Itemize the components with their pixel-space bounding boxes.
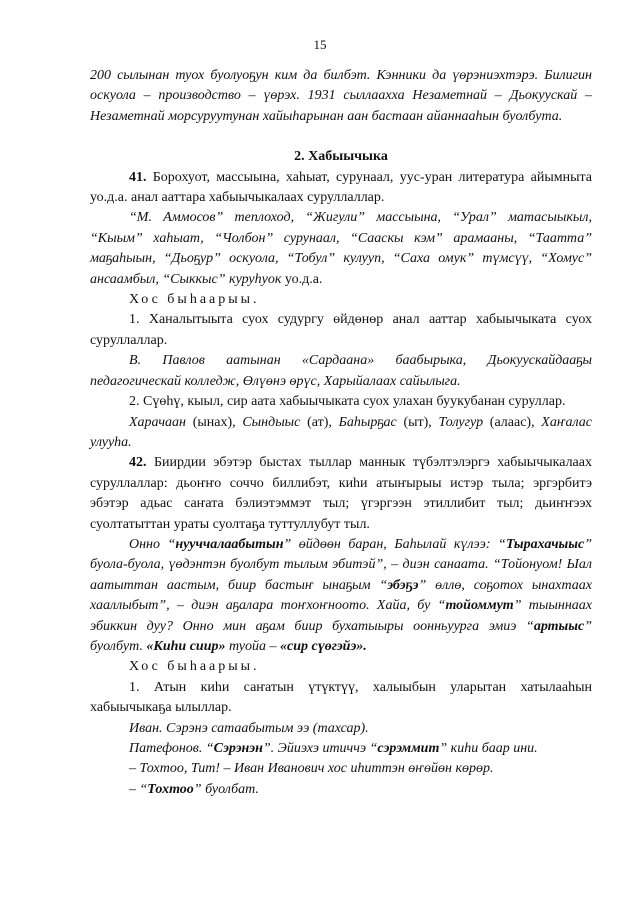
rule-42-example: [90, 535, 592, 657]
ex42-bold-5: артыыс: [533, 618, 585, 634]
line2-e: ” киһи баар ини.: [439, 741, 538, 756]
rule-41-examples: [90, 208, 592, 290]
notes-label-2: Хос быһаарыы.: [129, 659, 260, 675]
line4-bold: Тохтоо: [147, 781, 194, 797]
note-1-example: В. Павлов аатынан «Сардаана» баабырыка, Дьокуускайдааҕы педагогическай колледж, Өлүөнэ өрүс, Харыйалаах сайылыга.: [90, 353, 592, 389]
ex42-part-4: ” өллө, соҕотох ынахтаах хааллыбыт”, – диэн аҕалара тоҥхоҥноото. Хайа, бу “: [90, 577, 592, 614]
rule-41-text: Борохуот, массыына, хаһыат, сурунаал, уус-уран литература айымныта уо.д.а. анал ааттара хабыычыкалаах суруллаллар.: [90, 169, 592, 206]
note-2-label-2: (ат),: [300, 414, 339, 430]
note-2-text: 2. Сүөһү, кыыл, сир аата хабыычыката суох улахан буукубанан суруллар.: [129, 394, 566, 410]
note-2-label-3: (ыт),: [396, 414, 439, 430]
line2-bold-2: сэрэммит: [377, 741, 440, 756]
rule-41-number: 41.: [129, 169, 147, 185]
intro-paragraph: [90, 66, 592, 127]
note-2-name-2: Сындыыс: [242, 414, 301, 430]
note-2-label-4: (алаас),: [483, 414, 542, 430]
note-3-line-2: [90, 739, 592, 759]
note-2-name-3: Баһырҕас: [338, 414, 397, 430]
rule-42-text: Биирдии эбэтэр быстах тыллар маннык түбэлтэлэргэ хабыычыкалаах суруллаллар: дьоҥҥо соччо биллибэт, киһи атыҥырыы истэр тыла; эргэрбитэ эбэтэр адьас саҥата бэлиэтэммэт тыл; үгэргээн этиллибит тыл; дьиҥҥээх суолтатыттан ураты суолтаҕа туттуллубут тыл.: [90, 455, 592, 532]
note-2-name-5: Хаҥалас улууһа.: [90, 414, 593, 450]
intro-text-b: сыллаахха Незаметнай – Дьокуускай – Незаметнай морсуруутунан хайыһарынан аан бастаан айаннааһын буолбута.: [90, 88, 592, 124]
note-3-line-3: – Тохтоо, Тит! – Иван Иванович хос иһиттэн өҥөйөн көрөр.: [129, 761, 494, 777]
note-2-example: [90, 413, 592, 454]
ex42-bold-2: Тырахачыыс: [505, 536, 585, 552]
line4-a: – “: [129, 781, 148, 797]
intro-text-a: 200 сылынан туох буолуоҕун ким да билбэт. Кэнники да үөрэниэхтэрэ. Билигин оскуола – производство – үөрэх.: [90, 68, 592, 104]
section-title: 2. Хабыычыка: [294, 149, 388, 165]
note-3-text: 1. Атын киһи саҥатын үтүктүү, халыыбын уларытан хатылааһын хабыычыкаҕа ылыллар.: [90, 679, 592, 716]
note-3-line-1: Иван. Сэрэнэ сатаабытым ээ (тахсар).: [129, 720, 369, 736]
line2-c: ”. Эйиэхэ итиччэ “: [262, 741, 378, 756]
page-body: [90, 66, 592, 800]
note-2-name-4: Толугур: [438, 414, 484, 430]
notes-label-1: Хос быһаарыы.: [129, 292, 260, 308]
rule-41: [90, 168, 592, 209]
ex42-bold-4: тойоммут: [445, 598, 514, 614]
line2-bold-1: Сэрэнэн: [213, 741, 263, 756]
ex42-bold-6: «Киһи сиир»: [146, 638, 226, 654]
rule-41-examples-italic: “М. Аммосов” теплоход, “Жигули” массыына, “Урал” матасыыкыл, “Кыым” хаһыат, “Чолбон” сурунаал, “Сааскы кэм” арамааны, “Таатта” маҕаһыын, “Дьоҕур” оскуола, “Тобул” кулууп, “Саха омук” түмсүү, “Хомус” ансаамбыл, “Сыккыс” куруһуок: [90, 210, 592, 287]
note-3-line-4: [90, 780, 592, 800]
rule-42: [90, 453, 592, 535]
ex42-bold-1: нууччалаабытын: [175, 536, 284, 552]
ex42-part-6: ” буолбут.: [90, 618, 592, 654]
note-2-name-1: Харачаан: [129, 414, 186, 430]
page-number: 15: [313, 37, 327, 52]
line2-a: Патефонов. “: [129, 741, 214, 756]
note-1-text: 1. Ханалытыыта суох судургу өйдөнөр анал ааттар хабыычыката суох суруллаллар.: [90, 312, 592, 348]
line4-c: ” буолбат.: [193, 781, 259, 797]
ex42-part-3: ” буола-буола, үөдэнтэн буолбут тылым эбитэй”, – диэн санаата. “Тойонуом! Ыал аатыттан аастым, биир бастыҥ ынаҕым “: [90, 536, 592, 593]
ex42-part-5: ” тыыннаах эбиккин дуу? Онно мин аҕам биир бухатыыры оонньуурга эмиэ “: [90, 598, 592, 634]
rule-41-examples-tail: уо.д.а.: [281, 271, 323, 287]
ex42-bold-7: «сир сүөгэйэ».: [279, 638, 367, 654]
note-2-label-1: (ынах),: [186, 414, 243, 430]
ex42-part-7: туойа –: [225, 638, 280, 654]
ex42-part-2: ” өйдөөн баран, Баһылай күлээ: “: [283, 536, 506, 552]
ex42-bold-3: эбэҕэ: [387, 577, 419, 593]
intro-year: 1931: [307, 88, 336, 104]
ex42-part-1: Онно “: [129, 536, 176, 552]
rule-42-number: 42.: [129, 455, 147, 471]
